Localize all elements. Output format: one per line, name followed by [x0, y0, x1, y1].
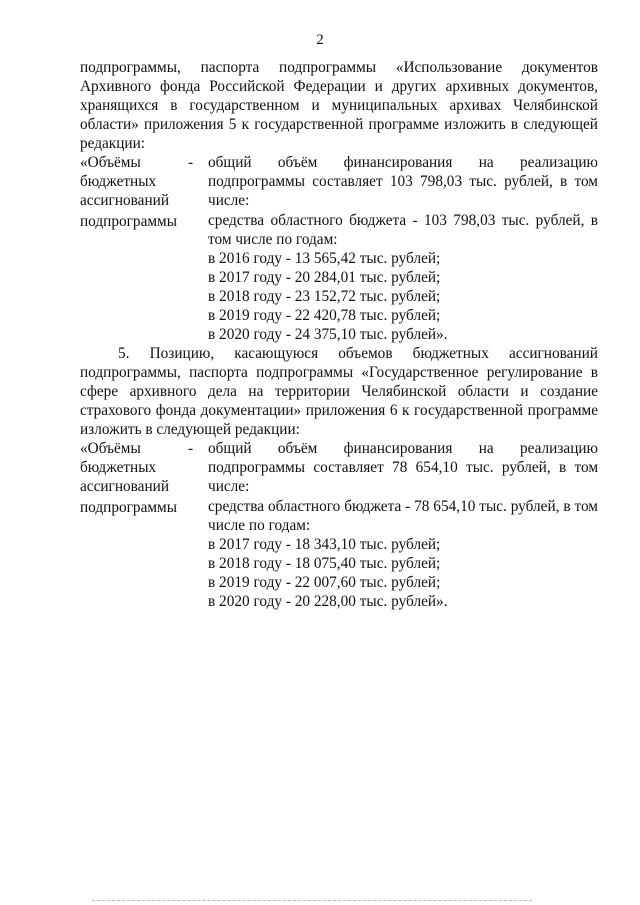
financing-label-2: [80, 439, 188, 611]
financing-details-2: [208, 439, 598, 611]
label-line: «Объёмы: [80, 440, 141, 457]
financing-label-1: [80, 153, 188, 344]
year-line: в 2019 году - 22 420,78 тыс. рублей;: [208, 307, 441, 324]
total-financing-text: общий объём финансирования на реализацию подпрограммы составляет 78 654,10 тыс. рублей, в том числе:: [208, 440, 598, 495]
label-line: бюджетных: [80, 459, 157, 476]
regional-budget-text: средства областного бюджета - 78 654,10 тыс. рублей, в том числе по годам:: [208, 498, 598, 534]
item-5-paragraph: 5. Позицию, касающуюся объемов бюджетных ассигнований подпрограммы, паспорта подпрограммы «Государственное регулирование в сфере архивного дела на территории Челябинской области и создание страхового фонда документации» приложения 6 к государственной программе изложить в следующей редакции:: [80, 345, 598, 438]
financing-block-1: [80, 153, 598, 344]
year-line: в 2017 году - 20 284,01 тыс. рублей;: [208, 269, 441, 286]
label-line: ассигнований: [80, 192, 170, 209]
year-line: в 2018 году - 23 152,72 тыс. рублей;: [208, 288, 441, 305]
document-body: [80, 58, 598, 611]
label-line: подпрограммы: [80, 213, 178, 230]
regional-budget-text: средства областного бюджета - 103 798,03 тыс. рублей, в том числе по годам:: [208, 212, 598, 248]
dash-separator: -: [188, 154, 194, 171]
year-line: в 2018 году - 18 075,40 тыс. рублей;: [208, 555, 441, 572]
year-line: в 2017 году - 18 343,10 тыс. рублей;: [208, 536, 441, 553]
financing-details-1: [208, 153, 598, 344]
intro-paragraph: подпрограммы, паспорта подпрограммы «Использование документов Архивного фонда Российской Федерации и других архивных документов, хранящихся в государственном и муниципальных архивах Челябинской области» приложения 5 к государственной программе изложить в следующей редакции:: [80, 59, 598, 152]
label-line: «Объёмы: [80, 154, 141, 171]
label-line: бюджетных: [80, 173, 157, 190]
page-number: 2: [316, 32, 324, 48]
year-line: в 2019 году - 22 007,60 тыс. рублей;: [208, 574, 441, 591]
label-line: подпрограммы: [80, 499, 178, 516]
financing-block-2: [80, 439, 598, 611]
year-line: в 2020 году - 24 375,10 тыс. рублей».: [208, 326, 448, 343]
bottom-divider: [92, 900, 532, 902]
year-line: в 2016 году - 13 565,42 тыс. рублей;: [208, 250, 441, 267]
year-line: в 2020 году - 20 228,00 тыс. рублей».: [208, 593, 448, 610]
dash-separator: -: [188, 440, 194, 457]
total-financing-text: общий объём финансирования на реализацию подпрограммы составляет 103 798,03 тыс. рублей, в том числе:: [208, 154, 598, 209]
label-line: ассигнований: [80, 478, 170, 495]
